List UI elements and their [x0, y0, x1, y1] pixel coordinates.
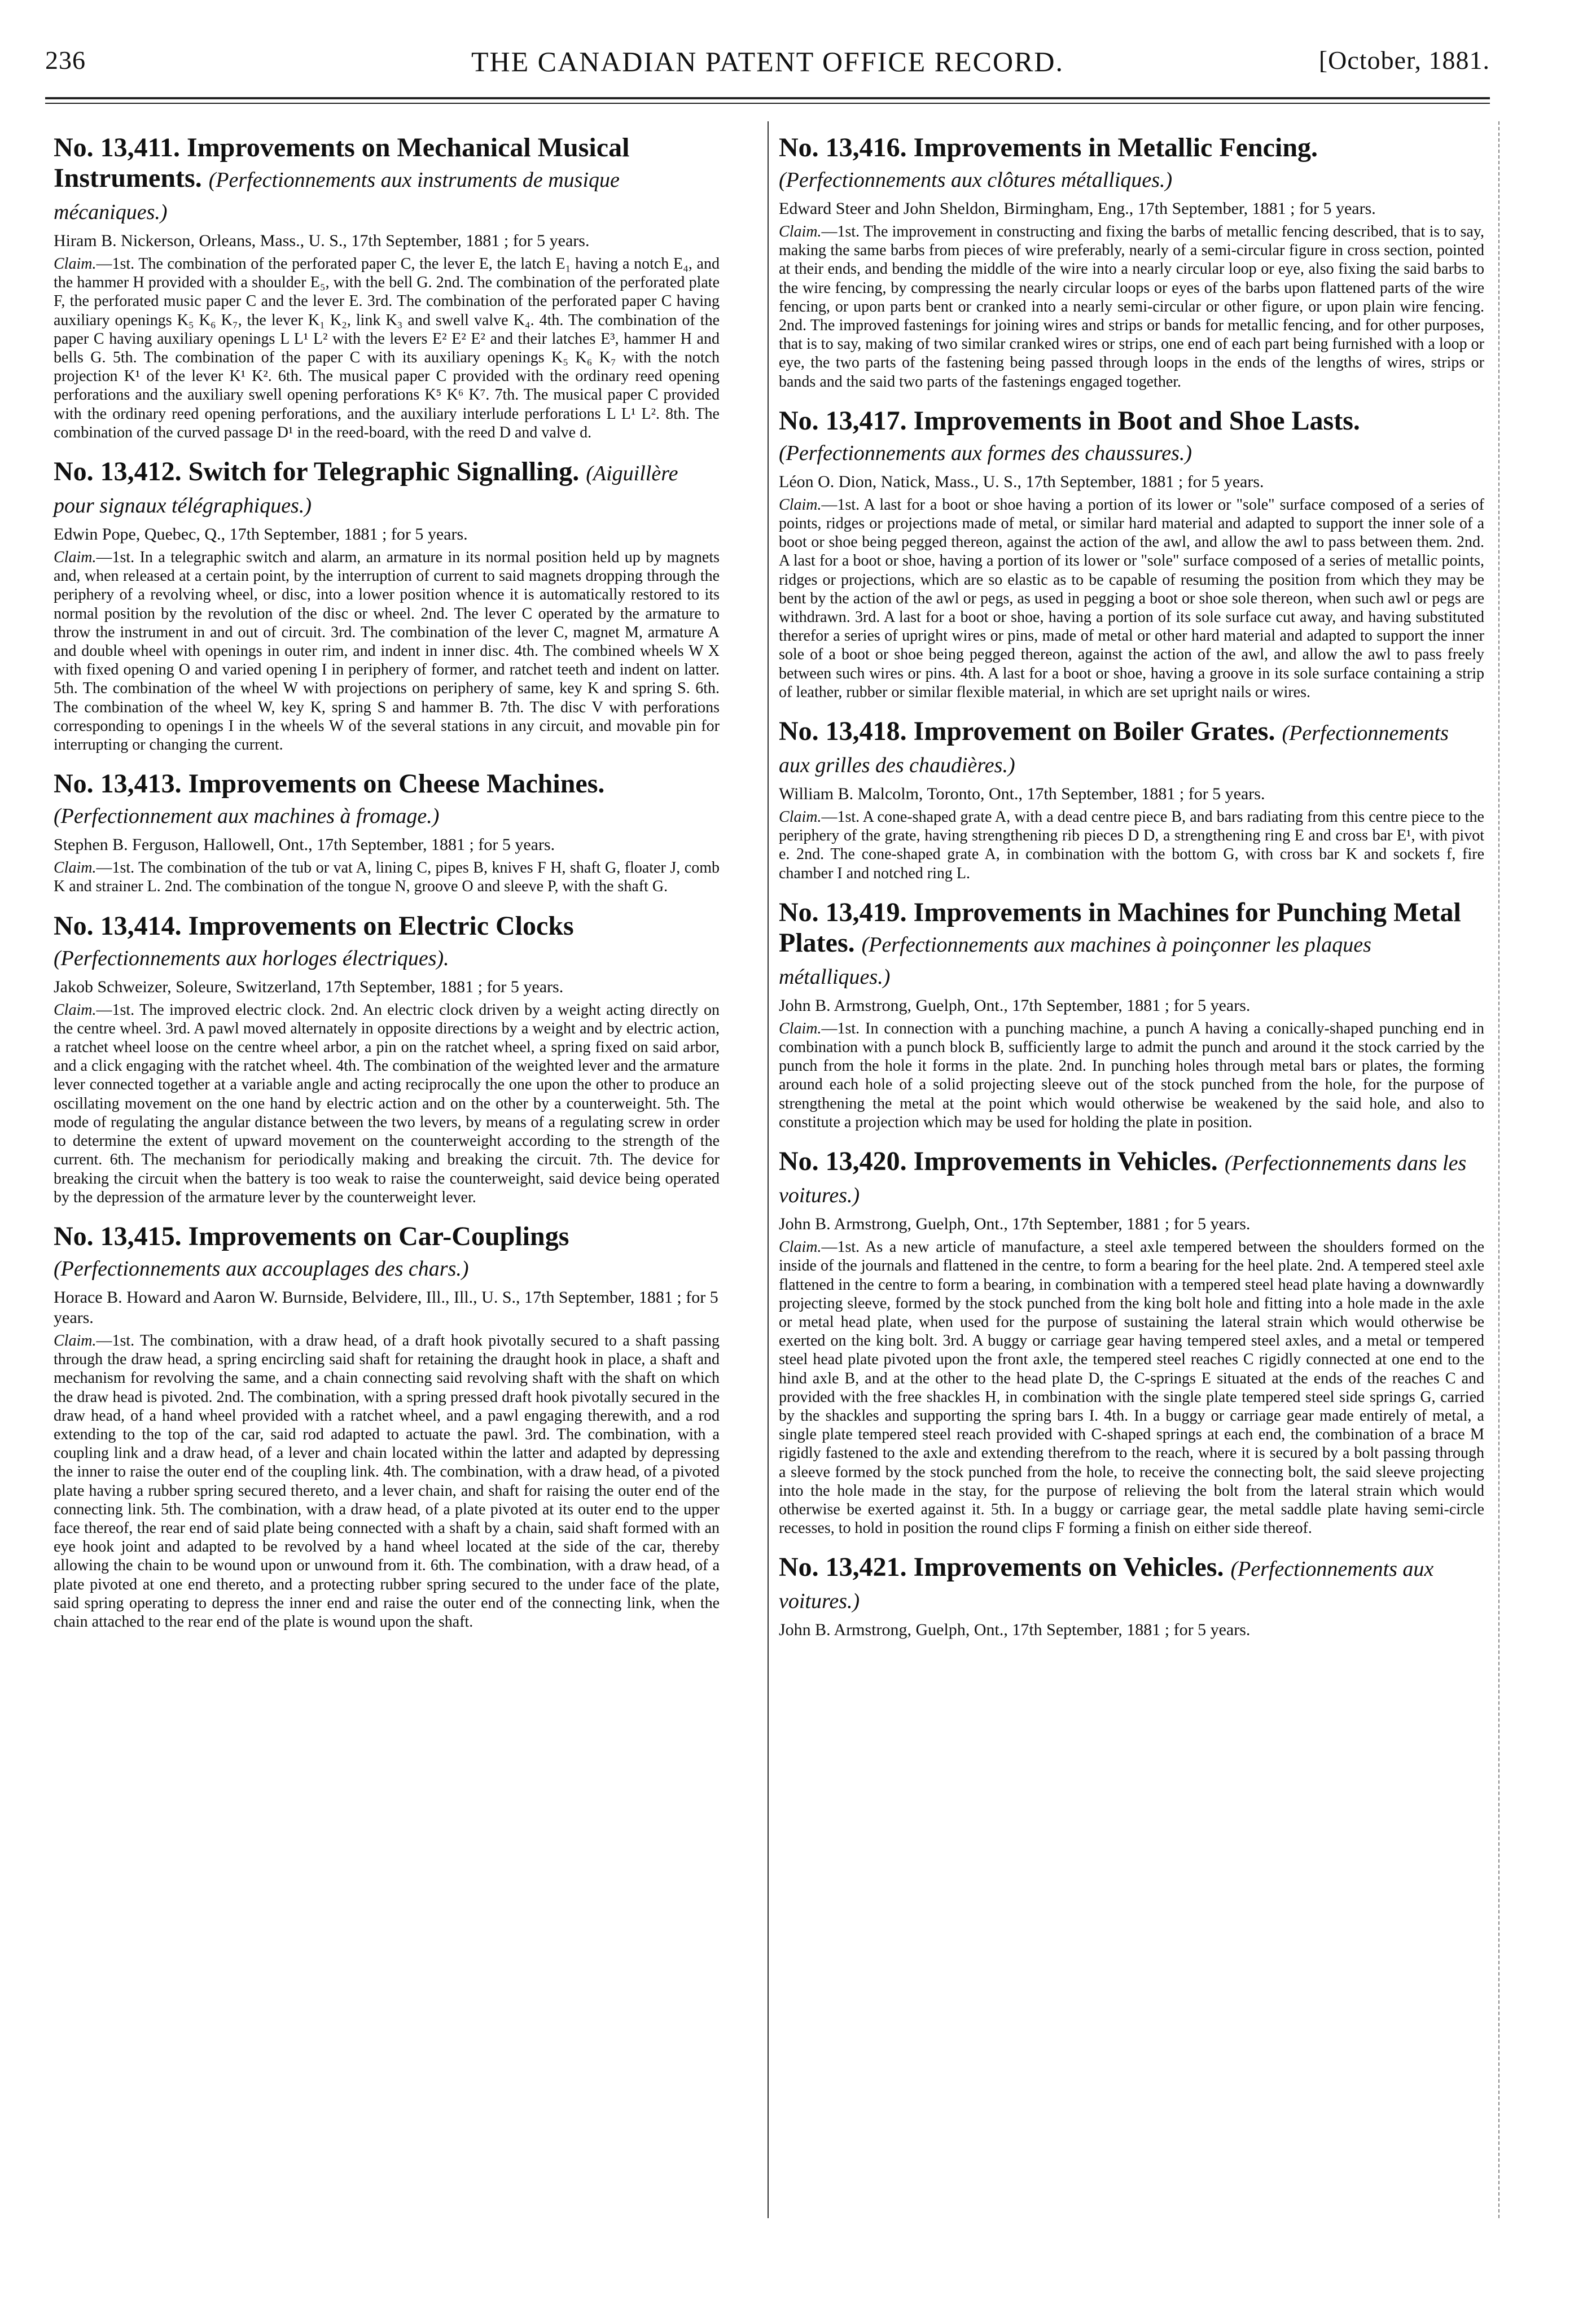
patent-number: No. 13,411. [54, 133, 181, 163]
page-number: 236 [45, 46, 86, 75]
patent-number: No. 13,413. [54, 769, 182, 799]
claim-label: Claim. [54, 859, 97, 877]
patent-heading [54, 133, 720, 227]
claim-body: —1st. A last for a boot or shoe having a portion of its lower or "sole" surface composed of a series of points, ridges or projections made of metal, or similar hard material and adapted to support the inner sole of a boot or shoe being pegged thereon, against the action of the awl, and allow the awl to pass between them. 2nd. A last for a boot or shoe, having a portion of its lower or "sole" surface composed of a series of metallic points, ridges or projections, which are so elastic as to be capable of resuming the position from which they may be bent by the action of the awl or pegs, as used in pegging a boot or shoe sole thereon, when such awl or pegs are withdrawn. 3rd. A last for a boot or shoe, having a portion of its sole surface cut away, and having substituted therefor a series of upright wires or pins, made of metal or other hard material and adapted to support the inner sole of a boot or shoe being pegged thereon, against the action of the awl, and allow the awl to pass freely between such wires or pins. 4th. A last for a boot or shoe, having a groove in its sole surface containing a strip of leather, rubber or similar flexible material, in which are set upright nails or wires. [779, 496, 1484, 701]
claim-text [54, 1001, 720, 1207]
patent-title: Improvements in Vehicles. [913, 1146, 1218, 1177]
claim-body: —1st. The improved electric clock. 2nd. An electric clock driven by a weight acting directly on the centre wheel. 3rd. A pawl moved alternately in opposite directions by a weight and by electric action, a ratchet wheel loose on the centre wheel arbor, a pin on the ratchet wheel, a spring fixed on said arbor, and a click engaging with the ratchet wheel. 4th. The combination of the weighted lever and the armature lever connected together at a variable angle and acting reciprocally the one upon the other to produce an oscillating movement on the one hand by electric action and on the other by a counterweight. 5th. The mode of regulating the angular distance between the two levers, by means of a regulating screw in order to determine the extent of upward movement on the counterweight according to the strength of the current. 6th. The mechanism for periodically making and breaking the circuit. 7th. The device for breaking the circuit when the battery is too weak to raise the counterweight, said device being operated by the depression of the armature lever by the counterweight lever. [54, 1001, 720, 1206]
header-rule-thin [45, 103, 1490, 104]
inventor-line: John B. Armstrong, Guelph, Ont., 17th September, 1881 ; for 5 years. [779, 1215, 1251, 1234]
claim-text [779, 1019, 1484, 1132]
patent-entry [779, 1146, 1484, 1537]
claim-body: —1st. In a telegraphic switch and alarm, an armature in its normal position held up by magnets and, when released at a certain point, by the interruption of current to said magnets dropping through the periphery of a revolving wheel, or disc, into a lower position whence it is automatically restored to its normal position by the revolution of the disc or wheel. 2nd. The lever C operated by the armature to throw the instrument in and out of circuit. 3rd. The combination of the lever C, magnet M, armature A and double wheel with openings in outer rim, and indent in inner disc. 4th. The combined wheels W X with fixed opening O and varied opening I in periphery of former, and ratchet teeth and indent on latter. 5th. The combination of the wheel W with projections on periphery of same, key K and spring S. 6th. The combination of the wheel W, key K, spring S and hammer B. 7th. The disc V with perforations corresponding to openings I in the wheels W of the several stations in any circuit, and movable pin for interrupting or changing the current. [54, 549, 720, 754]
patent-number: No. 13,418. [779, 716, 907, 747]
patent-french-title: (Perfectionnement aux machines à fromage.) [54, 804, 440, 829]
patent-title: Improvements in Metallic Fencing. [913, 133, 1318, 163]
patent-number: No. 13,415. [54, 1221, 182, 1251]
patent-heading [779, 897, 1484, 992]
claim-body: —1st. The combination, with a draw head, of a draft hook pivotally secured to a shaft passing through the draw head, a spring encircling said shaft for retaining the draught hook in place, a shaft and mechanism for revolving the same, and a chain connecting said revolving shaft with the shaft on which the draw head is pivoted. 2nd. The combination, with a spring pressed draft hook pivotally secured in the draw head, of a hand wheel provided with a ratchet wheel, and a pawl engaging therewith, and a rod extending to the top of the car, said rod adapted to actuate the pawl. 3rd. The combination, with a coupling link and a draw head, of a lever and chain located within the latter and adapted by depressing the inner to raise the outer end of the coupling link. 4th. The combination, with a draw head, of a pivoted plate having a rubber spring secured thereto, and a lever chain, and shaft for raising the outer end of the connecting link. 5th. The combination, with a draw head, of a plate pivoted at its outer end to the upper face thereof, the rear end of said plate being connected with a shaft by a chain, said shaft formed with an eye hook joint and adapted to be revolved by a hand wheel located at the side of the car, thereby allowing the chain to be wound upon or unwound from it. 6th. The combination, with a draw head, of a plate pivoted at one end thereto, and a protecting rubber spring secured to the under face of the plate, said spring operating to depress the inner end and raise the outer end of the connecting link, when the chain attached to the rear end of the plate is wound upon the shaft. [54, 1331, 720, 1631]
claim-body: —1st. The combination of the tub or vat A, lining C, pipes B, knives F H, shaft G, floater J, comb K and strainer L. 2nd. The combination of the tongue N, groove O and sleeve P, with the shaft G. [54, 859, 720, 896]
patent-entry [779, 1552, 1484, 1640]
claim-body: —1st. As a new article of manufacture, a steel axle tempered between the shoulders formed on the inside of the journals and flattened in the centre, to form a bearing for the heel plate. 2nd. A tempered steel axle flattened in the centre to form a bearing, in combination with a tempered steel head plate having a downwardly projecting sleeve, formed by the stock punched from the king bolt hole and fitting into a hole made in the axle or metal head plate, when used for the purpose of sustaining the lateral strain which would otherwise be exerted on the king bolt. 3rd. A buggy or carriage gear having tempered steel axles, and a metal or tempered steel head plate pivoted upon the front axle, the tempered steel reaches C rigidly connected at one end to the hind axle B, and at the other to the head plate D, the C-springs E situated at the ends of the reaches C and provided with the free shackles H, in combination with the single plate tempered steel side springs G, carried by the shackles and supporting the spring bars I. 4th. In a buggy or carriage gear made entirely of metal, a single plate tempered steel reach provided with C-shaped springs at each end, the combination of a brace M rigidly fastened to the axle and extending therefrom to the reach, where it is secured by a bolt passing through a sleeve formed by the stock punched from the hole, to receive the connecting bolt, the said sleeve projecting into the hole made in the stay, for the purpose of relieving the bolt from the lateral strain which would otherwise be exerted against it. 5th. In a buggy or carriage gear, the metal saddle plate having semi-circle recesses, to hold in position the round clips F forming a finish on either side thereof. [779, 1238, 1484, 1537]
patent-entry [54, 1221, 720, 1631]
inventor-line: William B. Malcolm, Toronto, Ont., 17th September, 1881 ; for 5 years. [779, 785, 1265, 804]
claim-text [779, 496, 1484, 702]
claim-label: Claim. [779, 223, 822, 240]
patent-french-title: (Perfectionnements aux horloges électriques). [54, 946, 449, 970]
journal-title: THE CANADIAN PATENT OFFICE RECORD. [471, 46, 1064, 77]
patent-entry [779, 406, 1484, 702]
patent-french-title: (Perfectionnements aux grilles des chaudières.) [779, 721, 1449, 778]
patent-french-title: (Perfectionnements dans les voitures.) [779, 1151, 1467, 1208]
patent-number: No. 13,421. [779, 1552, 907, 1583]
claim-text [779, 1238, 1484, 1537]
patent-heading [779, 1552, 1484, 1616]
claim-text [779, 808, 1484, 883]
claim-label: Claim. [779, 1238, 822, 1256]
claim-body: —1st. The combination of the perforated paper C, the lever E, the latch E₁ having a notch E₄, and the hammer H provided with a shoulder E₅, with the bell G. 2nd. The combination of the perforated plate F, the perforated music paper C and the lever E. 3rd. The combination of the perforated paper C having auxiliary openings K₅ K₆ K₇, the lever K₁ K₂, link K₃ and swell valve K₄. 4th. The combination of the paper C having auxiliary openings L L¹ L² with the levers E² E² E² and their latches E³, hammer H and bells G. 5th. The combination of the paper C with its auxiliary openings K₅ K₆ K₇ with the notch projection K¹ of the lever K¹ K². 6th. The musical paper C provided with the ordinary reed opening perforations and the auxiliary swell opening perforations K⁵ K⁶ K⁷. 7th. The musical paper C provided with the ordinary reed opening perforations, and the auxiliary interlude perforations L L¹ L². 8th. The combination of the curved passage D¹ in the reed-board, with the reed D and valve d. [54, 255, 720, 441]
patent-title: Improvements on Electric Clocks [188, 910, 574, 941]
inventor-line: Edward Steer and John Sheldon, Birmingham, Eng., 17th September, 1881 ; for 5 years. [779, 199, 1376, 218]
claim-text [54, 255, 720, 442]
patent-title: Improvements in Boot and Shoe Lasts. [913, 405, 1360, 436]
inventor-line: John B. Armstrong, Guelph, Ont., 17th September, 1881 ; for 5 years. [779, 996, 1251, 1015]
inventor-line: Horace B. Howard and Aaron W. Burnside, Belvidere, Ill., Ill., U. S., 17th September, 1881 ; for 5 years. [54, 1287, 718, 1327]
claim-text [54, 548, 720, 754]
patent-title: Improvements on Car-Couplings [188, 1221, 569, 1251]
patent-heading [54, 1221, 720, 1284]
claim-label: Claim. [54, 1331, 97, 1350]
patent-number: No. 13,417. [779, 405, 907, 436]
inventor-line: Léon O. Dion, Natick, Mass., U. S., 17th September, 1881 ; for 5 years. [779, 472, 1264, 491]
patent-number: No. 13,414. [54, 910, 182, 941]
patent-entry [54, 769, 720, 896]
left-column [54, 133, 720, 1646]
patent-french-title: (Perfectionnements aux clôtures métalliques.) [779, 168, 1173, 192]
claim-text [54, 858, 720, 896]
patent-title: Switch for Telegraphic Signalling. [188, 457, 580, 487]
patent-title: Improvement on Boiler Grates. [913, 716, 1275, 747]
patent-number: No. 13,416. [779, 133, 907, 163]
patent-heading [54, 457, 720, 521]
claim-text [54, 1331, 720, 1631]
patent-number: No. 13,412. [54, 457, 182, 487]
inventor-line: Jakob Schweizer, Soleure, Switzerland, 17th September, 1881 ; for 5 years. [54, 977, 564, 996]
patent-number: No. 13,419. [779, 897, 907, 927]
inventor-line: John B. Armstrong, Guelph, Ont., 17th September, 1881 ; for 5 years. [779, 1620, 1251, 1640]
patent-entry [54, 911, 720, 1207]
patent-heading [779, 1146, 1484, 1211]
right-margin-rule [1498, 121, 1499, 2218]
patent-french-title: (Perfectionnements aux instruments de musique mécaniques.) [54, 168, 620, 224]
patent-heading [54, 911, 720, 974]
right-column [779, 133, 1484, 1655]
claim-label: Claim. [779, 808, 822, 826]
patent-heading [54, 769, 720, 831]
patent-french-title: (Perfectionnements aux machines à poinçonner les plaques métalliques.) [779, 932, 1371, 989]
patent-title: Improvements on Cheese Machines. [188, 769, 605, 799]
patent-french-title: (Perfectionnements aux formes des chaussures.) [779, 441, 1192, 465]
claim-label: Claim. [54, 1001, 97, 1019]
patent-heading [779, 406, 1484, 468]
patent-entry [779, 716, 1484, 883]
patent-entry [54, 457, 720, 754]
claim-body: —1st. The improvement in constructing and fixing the barbs of metallic fencing described, that is to say, making the same barbs from pieces of wire preferably, nearly of a semi-circular figure in cross section, pointed at their ends, and bending the middle of the wire into a nearly circular loop or eye, also fixing the said barbs to the wire fencing, by compressing the nearly circular loops or eyes of the barbs upon flattened parts of the wire fencing, or upon parts bent or cranked into a nearly semi-circular or other figure, or upon plain wire fencing. 2nd. The improved fastenings for joining wires and strips or bands for metallic fencing, and for other purposes, that is to say, making of two similar cranked wires or strips, one end of each part being furnished with a loop or eye, the two parts of the fastening being passed through loops in the ends of the lengths of wires, strips or bands and the said two parts of the fastenings engaged together. [779, 223, 1484, 391]
patent-title: Improvements on Mechanical Musical Instruments. [54, 133, 630, 193]
patent-title: Improvements on Vehicles. [913, 1552, 1224, 1583]
patent-heading [779, 133, 1484, 195]
claim-label: Claim. [54, 255, 97, 273]
inventor-line: Edwin Pope, Quebec, Q., 17th September, 1881 ; for 5 years. [54, 525, 468, 544]
inventor-line: Hiram B. Nickerson, Orleans, Mass., U. S., 17th September, 1881 ; for 5 years. [54, 231, 590, 250]
inventor-line: Stephen B. Ferguson, Hallowell, Ont., 17th September, 1881 ; for 5 years. [54, 835, 555, 855]
claim-label: Claim. [54, 549, 97, 567]
patent-french-title: (Perfectionnements aux accouplages des chars.) [54, 1256, 469, 1281]
patent-entry [779, 133, 1484, 391]
patent-entry [779, 897, 1484, 1132]
patent-heading [779, 716, 1484, 781]
patent-title: Improvements in Machines for Punching Metal Plates. [779, 897, 1461, 958]
patent-french-title: (Aiguillère pour signaux télégraphiques.) [54, 462, 678, 518]
claim-body: —1st. A cone-shaped grate A, with a dead centre piece B, and bars radiating from this centre piece to the periphery of the grate, having strengthening rib pieces D D, a strengthening ring E and cross bar E¹, with pivot e. 2nd. The cone-shaped grate A, in combination with the bottom G, with cross bar K and sockets f, fire chamber I and notched ring L. [779, 808, 1484, 882]
patent-number: No. 13,420. [779, 1146, 907, 1177]
patent-entry [54, 133, 720, 442]
claim-text [779, 222, 1484, 391]
header-rule-thick [45, 97, 1490, 99]
issue-date: [October, 1881. [1318, 46, 1490, 75]
running-header [45, 45, 1490, 90]
claim-body: —1st. In connection with a punching machine, a punch A having a conically-shaped punching end in combination with a punch block B, sufficiently large to admit the punch and around it the stock carried by the punch from the hole it forms in the plate. 2nd. In punching holes through metal bars or plates, the forming around each hole of a solid projecting sleeve out of the stock punched from the hole, for the purpose of strengthening the metal at the point which would otherwise be weakened by the said hole, and also to constitute a projection which may be used for holding the plate in position. [779, 1019, 1484, 1131]
patent-french-title: (Perfectionnements aux voitures.) [779, 1557, 1434, 1614]
column-divider [768, 121, 769, 2218]
claim-label: Claim. [779, 1019, 822, 1037]
claim-label: Claim. [779, 496, 822, 514]
